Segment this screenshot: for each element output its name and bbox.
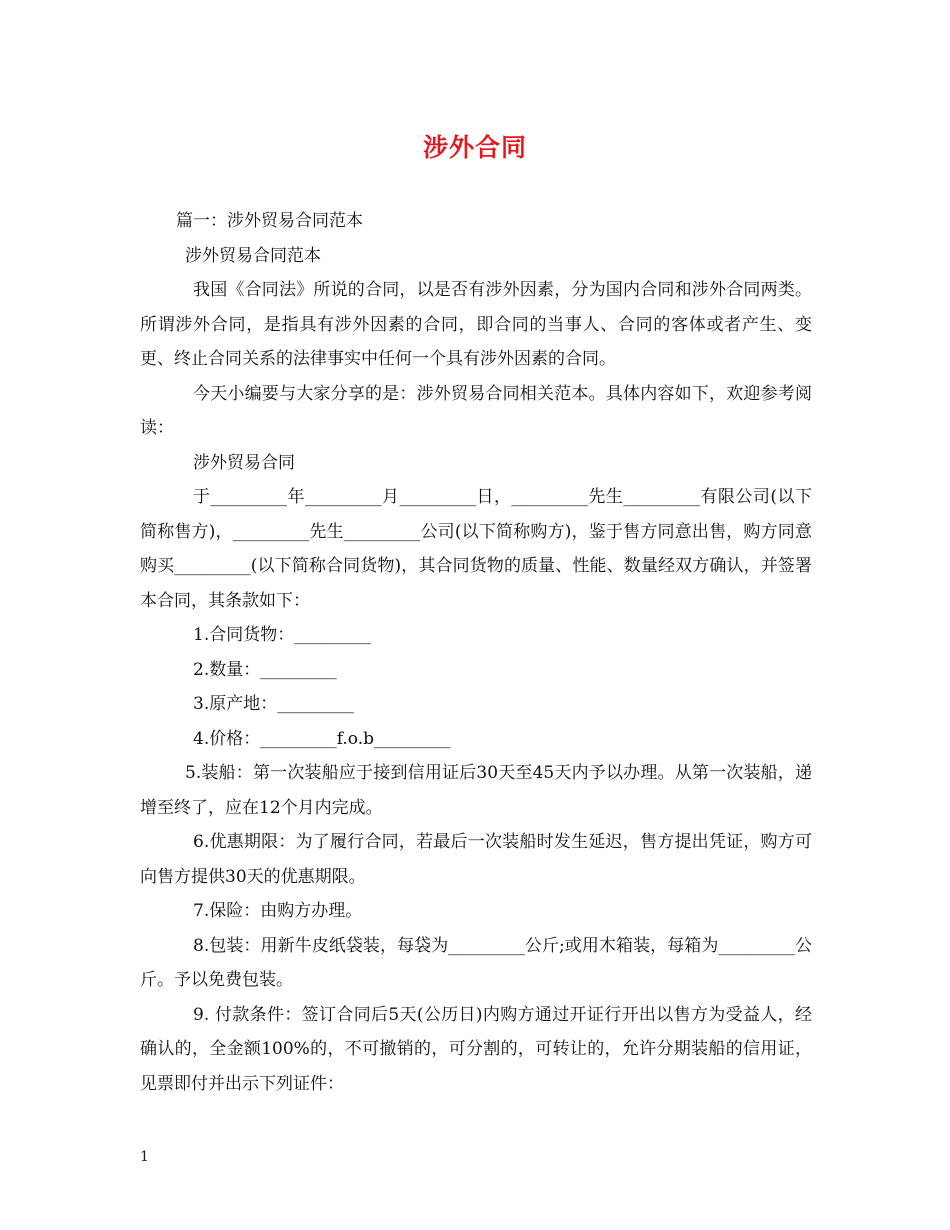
paragraph: 7.保险：由购方办理。 [193, 901, 363, 921]
page-number: 1 [140, 1149, 149, 1165]
paragraph: 涉外贸易合同范本 [185, 245, 321, 266]
paragraph: 于_________年_________月_________日，_________先生_________有限公司(以下简称售方)，_________先生_________公司(以下简称购方)，鉴于售方同意出售，购方同意购买_________(以下简称合同货物)，其合同货物的质量、性能、数量经双方确认，并签署本合同，其条款如下： [140, 487, 812, 611]
paragraph: 篇一：涉外贸易合同范本 [176, 211, 363, 231]
paragraph: 9. 付款条件：签订合同后5天(公历日)内购方通过开证行开出以售方为受益人，经确认的，全金额100%的，不可撤销的，可分割的，可转让的，允许分期装船的信用证，见票即付并出示下列证件： [140, 1004, 812, 1094]
paragraph: 2.数量：_________ [193, 659, 337, 680]
paragraph: 6.优惠期限：为了履行合同，若最后一次装船时发生延迟，售方提出凭证，购方可向售方提供30天的优惠期限。 [140, 832, 812, 887]
paragraph: 1.合同货物：_________ [193, 625, 371, 645]
paragraph: 8.包装：用新牛皮纸袋装，每袋为_________公斤;或用木箱装，每箱为_________公斤。予以免费包装。 [140, 935, 812, 990]
paragraph: 涉外贸易合同 [193, 452, 295, 473]
document-title: 涉外合同 [422, 133, 527, 162]
paragraph: 4.价格：_________f.o.b_________ [193, 728, 451, 749]
document-body [140, 204, 812, 1101]
paragraph: 5.装船：第一次装船应于接到信用证后30天至45天内予以办理。从第一次装船，递增至终了，应在12个月内完成。 [140, 763, 812, 818]
paragraph: 我国《合同法》所说的合同，以是否有涉外因素，分为国内合同和涉外合同两类。所谓涉外合同，是指具有涉外因素的合同，即合同的当事人、合同的客体或者产生、变更、终止合同关系的法律事实中任何一个具有涉外因素的合同。 [140, 280, 812, 369]
paragraph: 今天小编要与大家分享的是：涉外贸易合同相关范本。具体内容如下，欢迎参考阅读： [140, 383, 812, 438]
paragraph: 3.原产地：_________ [193, 694, 354, 714]
